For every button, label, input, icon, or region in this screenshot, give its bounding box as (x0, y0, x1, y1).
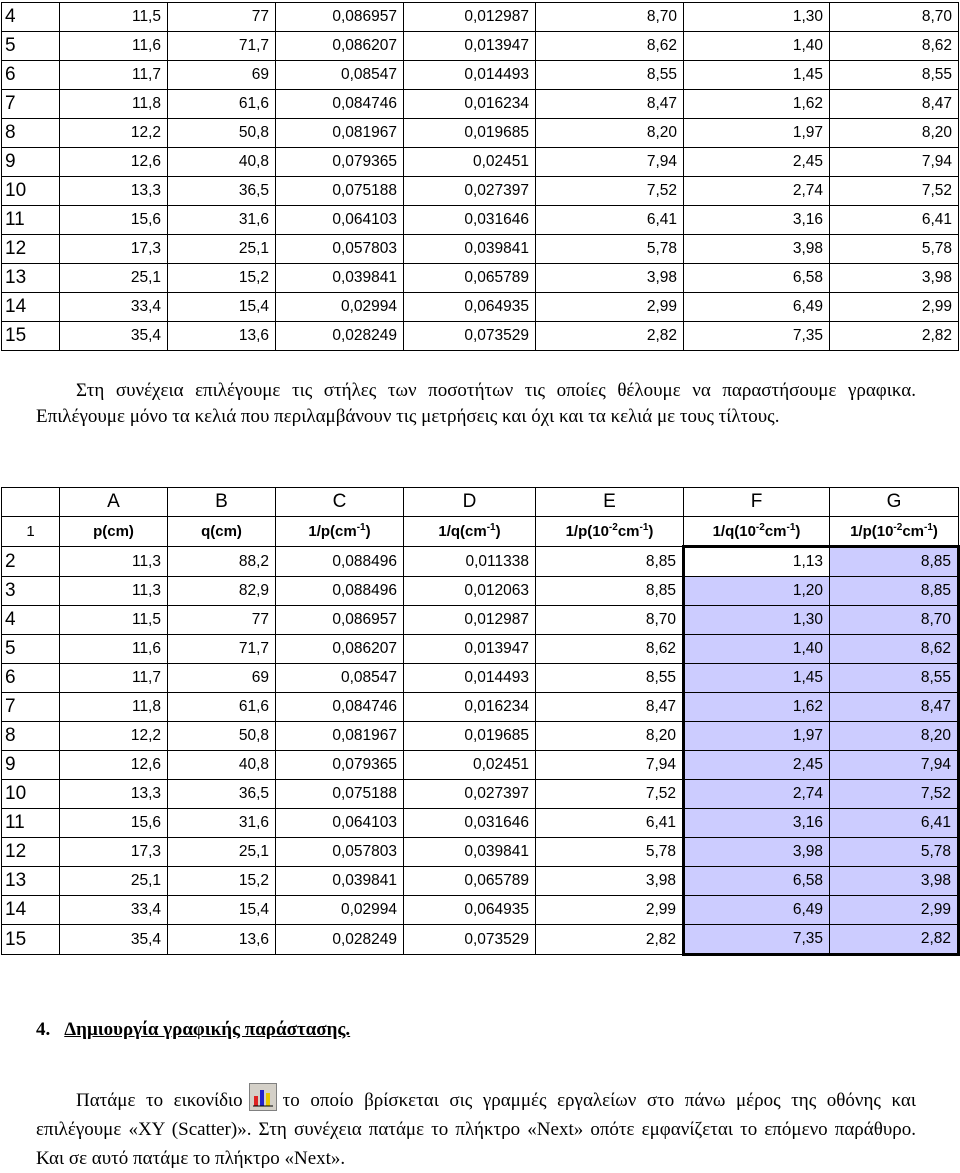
cell[interactable]: 0,011338 (404, 547, 536, 577)
header-text: 1/p(10 (565, 523, 609, 540)
cell[interactable]: 13,3 (60, 780, 168, 809)
cell[interactable]: 12,6 (60, 751, 168, 780)
table-row (2, 206, 959, 235)
cell[interactable]: 5,78 (536, 838, 684, 867)
table-row (2, 547, 959, 577)
table-row (2, 3, 959, 32)
cell[interactable]: 13,6 (168, 322, 276, 351)
column-header[interactable]: E (536, 488, 684, 517)
cell[interactable]: 2,45 (684, 751, 830, 780)
cell[interactable]: 1,45 (684, 61, 830, 90)
cell[interactable]: 0,088496 (276, 577, 404, 606)
table-row (2, 264, 959, 293)
cell[interactable]: 8,85 (536, 547, 684, 577)
row-number[interactable]: 13 (2, 867, 60, 896)
cell[interactable]: 8,85 (830, 577, 959, 606)
cell[interactable]: 11,3 (60, 577, 168, 606)
cell[interactable]: 0,014493 (404, 664, 536, 693)
cell[interactable]: 6,41 (536, 206, 684, 235)
cell[interactable]: 25,1 (60, 264, 168, 293)
cell[interactable]: 8,55 (830, 61, 959, 90)
header-cell[interactable] (60, 517, 168, 547)
cell[interactable]: 0,079365 (276, 148, 404, 177)
cell[interactable]: 6,41 (830, 206, 959, 235)
cell[interactable]: 1,45 (684, 664, 830, 693)
row-number[interactable]: 2 (2, 547, 60, 577)
cell[interactable]: 0,086957 (276, 606, 404, 635)
cell[interactable]: 0,086957 (276, 3, 404, 32)
cell[interactable]: 36,5 (168, 177, 276, 206)
header-cell[interactable] (684, 517, 830, 547)
cell[interactable]: 8,55 (536, 61, 684, 90)
cell[interactable]: 2,82 (830, 322, 959, 351)
cell[interactable]: 15,2 (168, 264, 276, 293)
row-number[interactable]: 7 (2, 693, 60, 722)
cell[interactable]: 3,98 (536, 867, 684, 896)
cell[interactable]: 11,6 (60, 32, 168, 61)
cell[interactable]: 0,019685 (404, 119, 536, 148)
cell[interactable]: 12,6 (60, 148, 168, 177)
cell[interactable]: 40,8 (168, 148, 276, 177)
column-header[interactable]: C (276, 488, 404, 517)
cell[interactable]: 2,82 (830, 925, 959, 955)
header-text: ) (932, 522, 938, 540)
cell[interactable]: 5,78 (830, 235, 959, 264)
cell[interactable]: 0,057803 (276, 838, 404, 867)
table-row (2, 32, 959, 61)
cell[interactable]: 8,85 (830, 547, 959, 577)
table-row (2, 635, 959, 664)
cell[interactable]: 7,52 (830, 177, 959, 206)
cell[interactable]: 2,74 (684, 177, 830, 206)
row-number[interactable]: 10 (2, 177, 60, 206)
cell[interactable]: 8,20 (536, 119, 684, 148)
cell[interactable]: 11,5 (60, 606, 168, 635)
row-number[interactable]: 9 (2, 751, 60, 780)
row-number[interactable]: 12 (2, 235, 60, 264)
cell[interactable]: 0,064103 (276, 206, 404, 235)
section-title: Δημιουργία γραφικής παράστασης. (64, 1019, 351, 1040)
cell[interactable]: 0,016234 (404, 90, 536, 119)
row-number[interactable]: 12 (2, 838, 60, 867)
cell[interactable]: 8,55 (536, 664, 684, 693)
row-number[interactable]: 8 (2, 722, 60, 751)
row-number[interactable]: 8 (2, 119, 60, 148)
section-number: 4. (36, 1019, 51, 1040)
cell[interactable]: 7,94 (536, 751, 684, 780)
header-text: ) (365, 523, 371, 540)
cell[interactable]: 0,064935 (404, 896, 536, 925)
cell[interactable]: 11,8 (60, 90, 168, 119)
cell[interactable]: 8,85 (536, 577, 684, 606)
row-number[interactable]: 5 (2, 635, 60, 664)
header-exponent: -2 (893, 521, 903, 533)
table-row (2, 838, 959, 867)
cell[interactable]: 0,019685 (404, 722, 536, 751)
cell[interactable]: 3,98 (830, 867, 959, 896)
chart-wizard-icon (249, 1083, 277, 1111)
cell[interactable]: 0,013947 (404, 32, 536, 61)
cell[interactable]: 0,031646 (404, 206, 536, 235)
table-row (2, 119, 959, 148)
table-row (2, 896, 959, 925)
cell[interactable]: 11,6 (60, 635, 168, 664)
cell[interactable]: 15,6 (60, 206, 168, 235)
table-row (2, 148, 959, 177)
cell[interactable]: 0,086207 (276, 635, 404, 664)
cell[interactable]: 0,057803 (276, 235, 404, 264)
para2-after-icon: το οποίο βρίσκεται σις γραμμές εργαλείων στο πάνω μέρος της οθόνης και επιλέγουμε «XY (Scatter)». Στη συνέχεια πατάμε το πλήκτρο «Next» οπότε εμφανίζεται το επόμενο παράθυρο. Και σε αυτό πατάμε το πλήκτρο «Next». (36, 1090, 916, 1169)
cell[interactable]: 8,47 (830, 693, 959, 722)
cell[interactable]: 88,2 (168, 547, 276, 577)
cell[interactable]: 0,08547 (276, 664, 404, 693)
header-exponent: -1 (924, 521, 933, 533)
cell[interactable]: 0,028249 (276, 322, 404, 351)
header-text: q(cm) (201, 523, 242, 540)
row-number[interactable]: 14 (2, 293, 60, 322)
cell[interactable]: 0,075188 (276, 177, 404, 206)
row-number[interactable]: 4 (2, 606, 60, 635)
header-text: 1/q(cm (438, 523, 487, 540)
cell[interactable]: 15,4 (168, 293, 276, 322)
row-number[interactable]: 11 (2, 206, 60, 235)
cell[interactable]: 7,52 (536, 780, 684, 809)
header-exponent: -1 (639, 522, 649, 533)
header-text: 1/p(cm (308, 523, 357, 540)
cell[interactable]: 8,62 (536, 32, 684, 61)
corner-cell[interactable] (2, 488, 60, 517)
cell[interactable]: 0,039841 (276, 867, 404, 896)
cell[interactable]: 31,6 (168, 809, 276, 838)
cell[interactable]: 2,99 (536, 293, 684, 322)
row-number[interactable]: 4 (2, 3, 60, 32)
cell[interactable]: 5,78 (536, 235, 684, 264)
cell[interactable]: 8,55 (830, 664, 959, 693)
cell[interactable]: 35,4 (60, 322, 168, 351)
row-number[interactable]: 7 (2, 90, 60, 119)
header-text: ) (495, 523, 501, 540)
cell[interactable]: 3,98 (536, 264, 684, 293)
column-header[interactable]: D (404, 488, 536, 517)
cell[interactable]: 50,8 (168, 722, 276, 751)
row-number[interactable]: 6 (2, 61, 60, 90)
table-row (2, 693, 959, 722)
header-text: cm (902, 522, 925, 540)
cell[interactable]: 17,3 (60, 838, 168, 867)
row-number[interactable]: 14 (2, 896, 60, 925)
cell[interactable]: 8,70 (536, 606, 684, 635)
cell[interactable]: 8,62 (830, 635, 959, 664)
cell[interactable]: 11,5 (60, 3, 168, 32)
cell[interactable]: 1,20 (684, 577, 830, 606)
cell[interactable]: 7,35 (684, 322, 830, 351)
table-row (2, 809, 959, 838)
cell[interactable]: 15,2 (168, 867, 276, 896)
cell[interactable]: 0,084746 (276, 693, 404, 722)
header-text: cm (617, 523, 640, 540)
table-row (2, 867, 959, 896)
cell[interactable]: 71,7 (168, 32, 276, 61)
cell[interactable]: 2,99 (830, 293, 959, 322)
paragraph-select-columns: Στη συνέχεια επιλέγουμε τις στήλες των ποσοτήτων τις οποίες θέλουμε να παραστήσουμε γραφικα. Επιλέγουμε μόνο τα κελιά που περιλαμβάνουν τις μετρήσεις και όχι και τα κελιά με τους τίλτους. (36, 380, 916, 427)
cell[interactable]: 0,014493 (404, 61, 536, 90)
row-number[interactable]: 13 (2, 264, 60, 293)
cell[interactable]: 13,6 (168, 925, 276, 955)
table-row (2, 322, 959, 351)
cell[interactable]: 0,028249 (276, 925, 404, 955)
cell[interactable]: 8,47 (830, 90, 959, 119)
cell[interactable]: 25,1 (60, 867, 168, 896)
cell[interactable]: 8,62 (830, 32, 959, 61)
cell[interactable]: 2,74 (684, 780, 830, 809)
cell[interactable]: 0,027397 (404, 177, 536, 206)
header-exponent: -1 (486, 522, 496, 533)
cell[interactable]: 3,16 (684, 206, 830, 235)
table-row (2, 925, 959, 955)
cell[interactable]: 7,94 (536, 148, 684, 177)
cell[interactable]: 1,97 (684, 119, 830, 148)
row-number[interactable]: 15 (2, 925, 60, 955)
row-number[interactable]: 10 (2, 780, 60, 809)
column-header[interactable]: A (60, 488, 168, 517)
cell[interactable]: 12,2 (60, 119, 168, 148)
header-cell[interactable] (168, 517, 276, 547)
cell[interactable]: 1,30 (684, 3, 830, 32)
cell[interactable]: 6,58 (684, 264, 830, 293)
cell[interactable]: 0,081967 (276, 119, 404, 148)
cell[interactable]: 11,8 (60, 693, 168, 722)
header-row (2, 517, 959, 547)
header-exponent: -2 (608, 522, 618, 533)
header-cell[interactable] (404, 517, 536, 547)
cell[interactable]: 7,52 (830, 780, 959, 809)
cell[interactable]: 6,41 (830, 809, 959, 838)
header-exponent: -1 (356, 522, 366, 533)
cell[interactable]: 0,064103 (276, 809, 404, 838)
cell[interactable]: 61,6 (168, 90, 276, 119)
cell[interactable]: 33,4 (60, 293, 168, 322)
cell[interactable]: 1,30 (684, 606, 830, 635)
column-header[interactable]: G (830, 488, 959, 517)
cell[interactable]: 15,6 (60, 809, 168, 838)
cell[interactable]: 77 (168, 3, 276, 32)
cell[interactable]: 8,70 (536, 3, 684, 32)
cell[interactable]: 6,49 (684, 293, 830, 322)
cell[interactable]: 15,4 (168, 896, 276, 925)
header-exponent: -1 (786, 521, 796, 533)
header-text: p(cm) (93, 523, 134, 540)
header-cell[interactable] (536, 517, 684, 547)
table-row (2, 722, 959, 751)
cell[interactable]: 3,98 (684, 838, 830, 867)
row-number[interactable]: 15 (2, 322, 60, 351)
section-heading (36, 1019, 350, 1041)
cell[interactable]: 8,20 (830, 722, 959, 751)
cell[interactable]: 11,7 (60, 61, 168, 90)
cell[interactable]: 0,02994 (276, 293, 404, 322)
cell[interactable]: 13,3 (60, 177, 168, 206)
cell[interactable]: 0,073529 (404, 925, 536, 955)
cell[interactable]: 8,20 (830, 119, 959, 148)
table-row (2, 90, 959, 119)
cell[interactable]: 33,4 (60, 896, 168, 925)
cell[interactable]: 2,82 (536, 322, 684, 351)
table-row (2, 177, 959, 206)
cell[interactable]: 11,7 (60, 664, 168, 693)
spreadsheet-bottom (1, 487, 960, 956)
cell[interactable]: 0,039841 (404, 235, 536, 264)
cell[interactable]: 3,16 (684, 809, 830, 838)
column-header[interactable]: F (684, 488, 830, 517)
table-row (2, 235, 959, 264)
row-number[interactable]: 6 (2, 664, 60, 693)
cell[interactable]: 77 (168, 606, 276, 635)
column-header[interactable]: B (168, 488, 276, 517)
table-row (2, 606, 959, 635)
table-row (2, 577, 959, 606)
header-text: ) (648, 523, 654, 540)
cell[interactable]: 0,065789 (404, 264, 536, 293)
header-text: cm (764, 522, 787, 540)
cell[interactable]: 1,62 (684, 90, 830, 119)
cell[interactable]: 0,086207 (276, 32, 404, 61)
row-number[interactable]: 3 (2, 577, 60, 606)
cell[interactable]: 0,02994 (276, 896, 404, 925)
cell[interactable]: 3,98 (684, 235, 830, 264)
cell[interactable]: 2,82 (536, 925, 684, 955)
header-text: ) (795, 522, 801, 540)
cell[interactable]: 0,02451 (404, 751, 536, 780)
row-number[interactable]: 1 (2, 517, 60, 547)
header-cell[interactable] (276, 517, 404, 547)
cell[interactable]: 0,064935 (404, 293, 536, 322)
cell[interactable]: 2,99 (830, 896, 959, 925)
row-number[interactable]: 9 (2, 148, 60, 177)
cell[interactable]: 8,47 (536, 693, 684, 722)
cell[interactable]: 1,97 (684, 722, 830, 751)
cell[interactable]: 6,58 (684, 867, 830, 896)
header-text: 1/q(10 (712, 522, 756, 540)
cell[interactable]: 0,08547 (276, 61, 404, 90)
paragraph-chart-instructions (36, 1083, 916, 1173)
para2-before-icon: Πατάμε το εικονίδιο (76, 1090, 243, 1111)
cell[interactable]: 12,2 (60, 722, 168, 751)
table-row (2, 61, 959, 90)
cell[interactable]: 6,41 (536, 809, 684, 838)
cell[interactable]: 0,075188 (276, 780, 404, 809)
row-number[interactable]: 11 (2, 809, 60, 838)
cell[interactable]: 7,94 (830, 751, 959, 780)
cell[interactable]: 82,9 (168, 577, 276, 606)
cell[interactable]: 2,99 (536, 896, 684, 925)
cell[interactable]: 25,1 (168, 235, 276, 264)
cell[interactable]: 0,039841 (404, 838, 536, 867)
cell[interactable]: 1,40 (684, 32, 830, 61)
cell[interactable]: 0,02451 (404, 148, 536, 177)
row-number[interactable]: 5 (2, 32, 60, 61)
cell[interactable]: 0,039841 (276, 264, 404, 293)
cell[interactable]: 0,081967 (276, 722, 404, 751)
spreadsheet-top (1, 2, 959, 351)
cell[interactable]: 40,8 (168, 751, 276, 780)
cell[interactable]: 8,70 (830, 606, 959, 635)
cell[interactable]: 0,013947 (404, 635, 536, 664)
cell[interactable]: 31,6 (168, 206, 276, 235)
header-text: 1/p(10 (850, 522, 894, 540)
cell[interactable]: 61,6 (168, 693, 276, 722)
cell[interactable]: 8,70 (830, 3, 959, 32)
cell[interactable]: 0,012063 (404, 577, 536, 606)
table-row (2, 751, 959, 780)
cell[interactable]: 1,13 (684, 547, 830, 577)
cell[interactable]: 0,031646 (404, 809, 536, 838)
cell[interactable]: 69 (168, 664, 276, 693)
cell[interactable]: 1,62 (684, 693, 830, 722)
cell[interactable]: 6,49 (684, 896, 830, 925)
cell[interactable]: 0,012987 (404, 3, 536, 32)
cell[interactable]: 71,7 (168, 635, 276, 664)
cell[interactable]: 0,088496 (276, 547, 404, 577)
column-header-row (2, 488, 959, 517)
cell[interactable]: 0,079365 (276, 751, 404, 780)
header-exponent: -2 (755, 521, 765, 533)
cell[interactable]: 1,40 (684, 635, 830, 664)
cell[interactable]: 8,62 (536, 635, 684, 664)
cell[interactable]: 8,20 (536, 722, 684, 751)
cell[interactable]: 5,78 (830, 838, 959, 867)
cell[interactable]: 0,027397 (404, 780, 536, 809)
cell[interactable]: 0,073529 (404, 322, 536, 351)
table-row (2, 664, 959, 693)
cell[interactable]: 35,4 (60, 925, 168, 955)
cell[interactable]: 36,5 (168, 780, 276, 809)
cell[interactable]: 0,012987 (404, 606, 536, 635)
cell[interactable]: 17,3 (60, 235, 168, 264)
cell[interactable]: 50,8 (168, 119, 276, 148)
table-row (2, 293, 959, 322)
cell[interactable]: 69 (168, 61, 276, 90)
cell[interactable]: 7,94 (830, 148, 959, 177)
cell[interactable]: 0,084746 (276, 90, 404, 119)
table-row (2, 780, 959, 809)
cell[interactable]: 7,52 (536, 177, 684, 206)
cell[interactable]: 0,065789 (404, 867, 536, 896)
header-cell[interactable] (830, 517, 959, 547)
cell[interactable]: 11,3 (60, 547, 168, 577)
cell[interactable]: 3,98 (830, 264, 959, 293)
cell[interactable]: 8,47 (536, 90, 684, 119)
cell[interactable]: 0,016234 (404, 693, 536, 722)
cell[interactable]: 2,45 (684, 148, 830, 177)
cell[interactable]: 7,35 (684, 925, 830, 955)
cell[interactable]: 25,1 (168, 838, 276, 867)
